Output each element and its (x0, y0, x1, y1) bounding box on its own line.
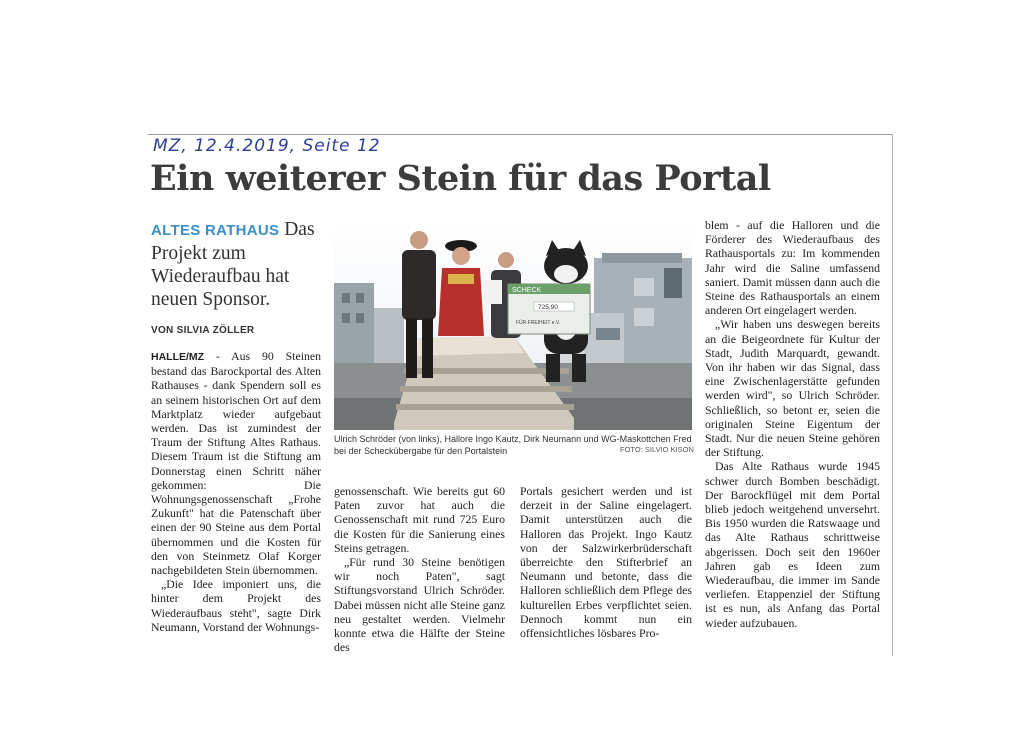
photo-illustration (334, 218, 692, 430)
kicker: ALTES RATHAUS (151, 222, 280, 239)
dateline: HALLE/MZ (151, 351, 205, 363)
deck (151, 218, 326, 311)
paragraph: genossenschaft. Wie bereits gut 60 Paten zuvor hat auch die Genossenschaft mit rund 725 Euro die Kosten für die Sanierung eines Steins getragen. (334, 484, 505, 555)
paragraph-text: - Aus 90 Steinen bestand das Barockportal des Alten Rathauses - dank Spendern soll es an seinem historischen Ort auf dem Marktplatz wieder aufgebaut werden. Das ist zumindest der Traum der Stiftung Altes Rathaus. Diesem Traum ist die Stiftung am Donnerstag einen Schritt näher gekommen: Die Wohnungsgenossenschaft „Frohe Zukunft" hat die Patenschaft über einen der 90 Steine aus dem Portal übernommen und die Kosten für den von Steinmetz Olaf Korger nachgebildeten Stein übernommen. (151, 349, 321, 578)
article-column-4 (705, 218, 880, 630)
paragraph: „Für rund 30 Steine benötigen wir noch Paten", sagt Stiftungsvorstand Ulrich Schröder. Dabei müssen nicht alle Steine ganz neu gestaltet werden. Vielmehr konnte etwa die Hälfte der Steine des (334, 555, 505, 655)
headline: Ein weiterer Stein für das Portal (150, 158, 771, 199)
clipping-right-rule (892, 134, 893, 656)
article-column-1 (151, 349, 321, 634)
check-amount: 725,90 (538, 304, 558, 311)
byline: VON SILVIA ZÖLLER (151, 325, 255, 336)
paragraph: Das Alte Rathaus wurde 1945 schwer durch Bomben beschädigt. Der Barockflügel mit dem Portal blieb jedoch weitgehend unversehrt. Bis 1950 wurden die Ratswaage und das Alte Rathaus schrittweise abgerissen. Doch seit den 1960er Jahren gab es Ideen zum Wiederaufbau, die immer im Sande verliefen. Etappenziel der Stiftung ist es nun, als Anfang das Portal wieder aufzubauen. (705, 459, 880, 630)
article-column-2 (334, 484, 505, 654)
paragraph: „Wir haben uns deswegen bereits an die Beigeordnete für Kultur der Stadt, Judith Marquardt, gewandt. Von ihr haben wir das Signal, dass eine Zwischenlagerstätte gefunden werden wird", so Ulrich Schröder. Schließlich, so betont er, seien die originalen Steine Eigentum der Stadt. Nur die neuen Steine gehören der Stiftung. (705, 317, 880, 460)
paragraph: blem - auf die Halloren und die Förderer des Wiederaufbaus des Rathausportals zu: Im kommenden Jahr wird die Saline umfassend saniert. Damit müssen dann auch die Steine des Rathausportals an einem anderen Ort eingelagert werden. (705, 218, 880, 318)
clipping-top-rule (148, 134, 892, 135)
article-photo (334, 218, 692, 430)
handwritten-annotation: MZ, 12.4.2019, Seite 12 (153, 136, 381, 156)
photo-credit: FOTO: SILVIO KISON (620, 445, 694, 454)
article-column-3 (520, 484, 692, 640)
paragraph: „Die Idee imponiert uns, die hinter dem Projekt des Wiederaufbaus steht", sagte Dirk Neumann, Vorstand der Wohnungs- (151, 577, 321, 634)
deck-text: Das Projekt zum Wiederaufbau hat neuen Sponsor. (151, 219, 315, 310)
check-label: SCHECK (512, 287, 542, 294)
photo-caption: Ulrich Schröder (von links), Hallore Ingo Kautz, Dirk Neumann und WG-Maskottchen Fred bei der Scheckübergabe für den Portalstein (334, 434, 692, 456)
paragraph: Portals gesichert werden und ist derzeit in der Saline eingelagert. Damit unterstützen auch die Halloren das Projekt. Ingo Kautz von der Salzwirkerbrüderschaft überreichte den Stifterbrief an Neumann und betonte, dass die Halloren schließlich dem Pflege des kulturellen Erbes verpflichtet seien. Dennoch kommt nun ein offensichtliches lösbares Pro- (520, 484, 692, 641)
paragraph (151, 349, 321, 577)
check-payee: FÜR FREIHEIT e.V. (516, 320, 561, 326)
